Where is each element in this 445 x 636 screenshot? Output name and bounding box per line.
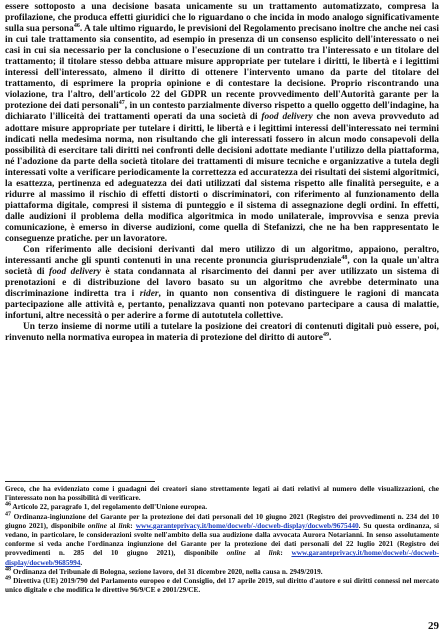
text-run: Con riferimento alle decisioni derivanti dal mero utilizzo di un algoritmo, appaiono, peraltro, interessanti anche gli spunti contenuti in una recente pronuncia giurisprudenziale (5, 245, 439, 267)
text-run: , con la quale un'altra società di (5, 256, 439, 278)
text-run: . A tale ultimo riguardo, le previsioni del Regolamento precisano inoltre che anche nei casi in cui tale trattamento sia consentito, ad esempio in presenza di un consenso esplicito dell'interessato o nei casi in cui sia necessario per la conclusione o l'esecuzione di un contratto tra l'interessato e un titolare del trattamento; il titolare stesso debba attuare misure appropriate per tutelare i diritti, le libertà e i legittimi interessi dell'interessato, almeno il diritto di ottenere l'intervento umano da parte del titolare del trattamento, di esprimere la propria opinione e di contestare la decisione. Proprio riscontrando una violazione, tra l'altro, dell'articolo 22 del GDPR un recente provvedimento dell'Autorità garante per la protezione dei dati personali (5, 24, 439, 112)
paragraph-2 (5, 245, 439, 322)
page-body (5, 2, 439, 344)
italic-term: food delivery (48, 267, 101, 278)
footnotes (5, 484, 439, 594)
italic-term: rider (139, 289, 159, 300)
footnote-text: . Su questa ordinanza, si vedano, in particolare, le considerazioni svolte nell'ambito della sua audizione dalla avvocata Aurora Notarianni. In senso assolutamente conforme si veda anche l'ordinanza ingiunzione del Garante per la protezione dei dati personali del 22 luglio 2021 (Registro dei provvedimenti n. 285 del 10 giugno 2021), disponibile (5, 520, 440, 558)
italic-term: food delivery (261, 112, 313, 123)
text-run: Un terzo insieme di norme utili a tutelare la posizione dei creatori di contenuti digitali può essere, poi, rinvenuto nella normativa europea in materia di protezione del diritto di autore (5, 322, 439, 344)
paragraph-1 (5, 2, 439, 245)
footnote-49 (5, 576, 439, 594)
footnote-text: : (280, 548, 292, 558)
italic-term: online (226, 548, 246, 558)
footnote-link[interactable]: www.garanteprivacy.it/home/docweb/-/docweb-display/docweb/9685994 (5, 548, 439, 567)
footnote-text: Ordinanza del Tribunale di Bologna, sezione lavoro, del 31 dicembre 2020, nella causa n. 2949/2019. (11, 566, 323, 576)
footnote-ref-47[interactable]: 47 (118, 100, 125, 107)
italic-term: link (118, 520, 131, 530)
footnote-46 (5, 502, 439, 511)
text-run: . (328, 333, 332, 344)
text-run: , in un contesto parzialmente diverso rispetto a quello oggetto dell'indagine, ha dichiarato l'illiceità dei trattamenti operati da una società di (5, 101, 439, 123)
footnote-number: 49 (5, 575, 11, 582)
paragraph-3 (5, 322, 439, 344)
footnote-48 (5, 567, 439, 576)
footnote-number: 47 (5, 511, 11, 518)
footnote-text: Direttiva (UE) 2019/790 del Parlamento europeo e del Consiglio, del 17 aprile 2019, sul diritto d'autore e sui diritti connessi nel mercato unico digitale e che modifica le direttive 96/9/CE e 2001/29/CE. (5, 576, 439, 595)
text-run: essere sottoposto a una decisione basata unicamente su un trattamento automatizzato, compresa la profilazione, che produca effetti giuridici che lo riguardano o che incida in modo analogo significativamente sulla sua persona (5, 2, 439, 35)
italic-term: link (268, 548, 281, 558)
footnote-text: : (130, 520, 136, 530)
footnote-ref-48[interactable]: 48 (341, 254, 348, 261)
footnote-text: al (245, 548, 269, 558)
page-number: 29 (428, 620, 439, 632)
footnote-text: Articolo 22, paragrafo 1, del regolamento dell'Unione europea. (11, 502, 208, 512)
footnote-number: 48 (5, 566, 11, 573)
footnote-ref-46[interactable]: 46 (73, 22, 80, 29)
footnote-text: al (106, 520, 119, 530)
footnote-link[interactable]: www.garanteprivacy.it/home/docweb/-/docweb-display/docweb/9675440 (135, 520, 359, 530)
text-run: , in quanto non consentiva di distinguere le ragioni di mancata partecipazione alle attività e, pertanto, penalizzava quanti non potevano partecipare a causa di malattie, infortuni, altre necessità o per aderire a forme di autotutela collettive. (5, 289, 439, 322)
footnote-number: 46 (5, 501, 11, 508)
footnote-continuation: Greco, che ha evidenziato come i guadagni dei creatori siano strettamente legati ai dati relativi al numero delle visualizzazioni, che l'interessato non ha possibilità di verificare. (5, 484, 439, 503)
italic-term: online (87, 520, 107, 530)
footnote-text: . (80, 557, 83, 567)
text-run: che non aveva provveduto ad adottare misure appropriate per tutelare i diritti, le libertà e i legittimi interessi dell'interessato nei termini indicati nella medesima norma, non risultando che gli interessati fossero in alcun modo consapevoli della possibilità di esercitare tali diritti nei confronti delle decisioni adottate mediante l'utilizzo della piattaforma, né l'adozione da parte della società titolare dei trattamenti di misure tecniche e organizzative a tutela degli interessati volte a verificare periodicamente la correttezza ed accuratezza dei risultati dei sistemi algoritmici, la esattezza, pertinenza ed adeguatezza dei dati utilizzati dal sistema rispetto alle finalità perseguite, e a ridurre al massimo il rischio di effetti distorti o discriminatori, con riferimento al funzionamento della piattaforma digitale, compresi il sistema di punteggio e il sistema di assegnazione degli ordini. In effetti, dalle audizioni il problema della modifica algoritmica in modo unilaterale, improvvisa e senza previa comunicazione, è emerso in diverse audizioni, come quella di Stefanizzi, che ne ha ben rappresentato le conseguenze pratiche. per un lavoratore. (5, 112, 439, 244)
main-text (5, 2, 439, 344)
footnote-separator (5, 481, 155, 482)
text-run: è stata condannata al risarcimento dei danni per aver utilizzato un sistema di prenotazioni e di distribuzione del lavoro basato su un algoritmo che avrebbe determinato una discriminazione indiretta tra i (5, 267, 440, 300)
footnote-47 (5, 512, 439, 567)
footnote-text: Ordinanza-ingiunzione del Garante per la protezione dei dati personali del 10 giugno 2021 (Registro dei provvedimenti n. 234 del 10 giugno 2021), disponibile (5, 511, 439, 530)
footnote-ref-49[interactable]: 49 (322, 332, 329, 339)
